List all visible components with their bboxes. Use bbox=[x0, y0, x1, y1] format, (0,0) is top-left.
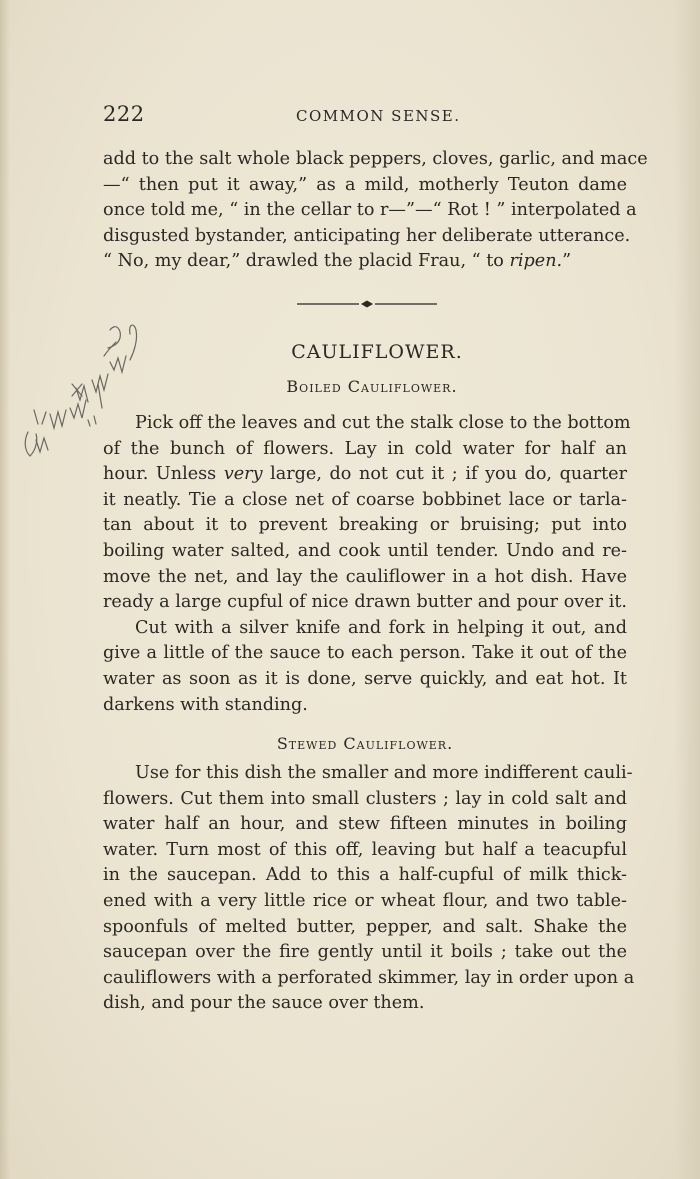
text-line: saucepan over the fire gently until it boils ; take out the bbox=[103, 942, 627, 963]
intro-paragraph bbox=[103, 147, 648, 275]
text-run: hour. Unless bbox=[103, 464, 224, 485]
text-run: ” bbox=[562, 251, 572, 272]
text-line: move the net, and lay the cauliflower in a hot dish. Have bbox=[103, 566, 627, 587]
text-line: ened with a very little rice or wheat flour, and two table- bbox=[103, 890, 627, 911]
section-title: CAULIFLOWER. bbox=[291, 341, 463, 363]
page-edge-shadow bbox=[674, 0, 700, 1179]
running-head: COMMON SENSE. bbox=[296, 107, 461, 125]
text-line: spoonfuls of melted butter, pepper, and salt. Shake the bbox=[103, 916, 627, 937]
text-line: disgusted bystander, anticipating her deliberate utterance. bbox=[103, 225, 631, 246]
page-number: 222 bbox=[103, 102, 145, 126]
page-gutter-shadow bbox=[0, 0, 10, 1179]
italic-word: ripen. bbox=[509, 251, 563, 272]
text-line: flowers. Cut them into small clusters ; lay in cold salt and bbox=[103, 788, 627, 809]
text-line: Pick off the leaves and cut the stalk close to the bottom bbox=[135, 413, 631, 433]
italic-word: very bbox=[223, 464, 263, 485]
recipe-heading-boiled: Boiled Cauliflower. bbox=[286, 377, 458, 396]
text-line: in the saucepan. Add to this a half-cupful of milk thick- bbox=[103, 865, 627, 886]
text-line: water as soon as it is done, serve quickly, and eat hot. It bbox=[103, 668, 627, 689]
text-line: —“ then put it away,” as a mild, motherly Teuton dame bbox=[103, 174, 627, 195]
stewed-recipe-text bbox=[103, 761, 635, 1017]
text-line: darkens with standing. bbox=[103, 694, 308, 715]
section-divider-ornament bbox=[297, 297, 437, 311]
text-line: water. Turn most of this off, leaving but half a teacupful bbox=[103, 839, 627, 860]
text-line: Cut with a silver knife and fork in helping it out, and bbox=[135, 617, 627, 638]
text-line: it neatly. Tie a close net of coarse bobbinet lace or tarla- bbox=[103, 489, 627, 510]
text-line: add to the salt whole black peppers, cloves, garlic, and mace bbox=[103, 149, 648, 169]
text-line: tan about it to prevent breaking or bruising; put into bbox=[103, 515, 627, 536]
text-line: boiling water salted, and cook until tender. Undo and re- bbox=[103, 540, 627, 561]
text-line: give a little of the sauce to each person. Take it out of the bbox=[103, 643, 627, 664]
text-line: water half an hour, and stew fifteen minutes in boiling bbox=[103, 814, 627, 835]
text-line: ready a large cupful of nice drawn butter and pour over it. bbox=[103, 592, 627, 613]
text-line: once told me, “ in the cellar to r—”—“ Rot ! ” interpolated a bbox=[103, 200, 637, 221]
text-run: “ No, my dear,” drawled the placid Frau, “ to bbox=[103, 251, 510, 272]
boiled-recipe-text bbox=[103, 411, 631, 718]
text-run: large, do not cut it ; if you do, quarter bbox=[262, 464, 628, 485]
page-header bbox=[103, 102, 627, 128]
recipe-heading-stewed: Stewed Cauliflower. bbox=[276, 734, 454, 753]
text-line: cauliflowers with a perforated skimmer, lay in order upon a bbox=[103, 967, 635, 988]
text-line bbox=[103, 462, 627, 488]
text-line: of the bunch of flowers. Lay in cold water for half an bbox=[103, 438, 627, 459]
text-line: Use for this dish the smaller and more indifferent cauli- bbox=[135, 763, 633, 783]
text-line: dish, and pour the sauce over them. bbox=[103, 993, 425, 1014]
text-line bbox=[103, 249, 627, 275]
